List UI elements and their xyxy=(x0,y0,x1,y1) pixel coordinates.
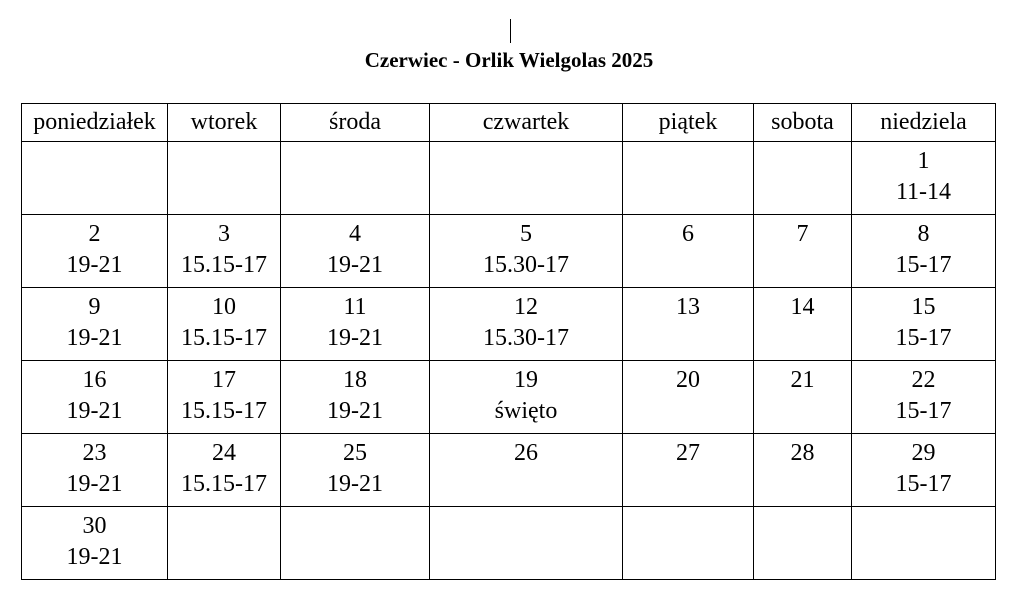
header-wednesday: środa xyxy=(281,104,430,142)
day-number: 14 xyxy=(790,294,815,320)
day-number: 18 xyxy=(343,367,367,393)
opening-hours: 15.30-17 xyxy=(483,325,569,351)
opening-hours: 15-17 xyxy=(895,398,952,424)
day-number: 6 xyxy=(682,221,694,247)
day-cell xyxy=(430,215,623,288)
day-cell xyxy=(22,361,168,434)
week-row xyxy=(22,434,996,507)
opening-hours: 19-21 xyxy=(327,325,383,351)
day-cell xyxy=(754,507,852,580)
day-number: 27 xyxy=(676,440,700,466)
day-cell xyxy=(852,142,996,215)
day-number: 30 xyxy=(82,513,107,539)
day-cell xyxy=(430,361,623,434)
opening-hours: 15-17 xyxy=(895,252,952,278)
day-cell xyxy=(754,288,852,361)
opening-hours: 11-14 xyxy=(895,179,952,205)
opening-hours: 15.30-17 xyxy=(483,252,569,278)
day-number: 29 xyxy=(911,440,936,466)
day-cell xyxy=(168,215,281,288)
opening-hours: święto xyxy=(494,398,558,424)
day-number: 24 xyxy=(212,440,236,466)
day-cell xyxy=(281,361,430,434)
day-cell xyxy=(168,361,281,434)
week-row xyxy=(22,215,996,288)
day-number: 25 xyxy=(343,440,367,466)
day-cell xyxy=(281,507,430,580)
header-sunday: niedziela xyxy=(852,104,996,142)
opening-hours: 19-21 xyxy=(66,471,123,497)
day-cell xyxy=(852,434,996,507)
day-number: 17 xyxy=(212,367,236,393)
day-number: 12 xyxy=(514,294,538,320)
day-cell xyxy=(22,288,168,361)
day-number: 15 xyxy=(911,294,936,320)
day-number: 9 xyxy=(88,294,101,320)
opening-hours: 19-21 xyxy=(66,252,123,278)
day-number: 3 xyxy=(218,221,230,247)
day-number: 16 xyxy=(82,367,107,393)
opening-hours: 19-21 xyxy=(327,471,383,497)
day-number: 7 xyxy=(796,221,809,247)
day-number: 8 xyxy=(917,221,930,247)
header-friday: piątek xyxy=(623,104,754,142)
opening-hours: 15.15-17 xyxy=(181,252,267,278)
opening-hours: 15.15-17 xyxy=(181,471,267,497)
day-cell xyxy=(430,142,623,215)
week-row xyxy=(22,142,996,215)
day-cell xyxy=(623,507,754,580)
header-monday: poniedziałek xyxy=(22,104,168,142)
day-number: 5 xyxy=(520,221,532,247)
day-cell xyxy=(852,288,996,361)
day-cell xyxy=(623,361,754,434)
day-number: 4 xyxy=(349,221,361,247)
opening-hours: 19-21 xyxy=(66,325,123,351)
week-row xyxy=(22,288,996,361)
day-cell xyxy=(281,288,430,361)
day-cell xyxy=(623,288,754,361)
day-cell xyxy=(168,434,281,507)
day-number: 22 xyxy=(911,367,936,393)
day-cell xyxy=(168,142,281,215)
day-number: 20 xyxy=(676,367,700,393)
opening-hours: 19-21 xyxy=(327,252,383,278)
day-cell xyxy=(852,507,996,580)
calendar-body xyxy=(22,142,996,580)
day-cell xyxy=(168,288,281,361)
day-cell xyxy=(852,361,996,434)
opening-hours: 19-21 xyxy=(327,398,383,424)
opening-hours: 19-21 xyxy=(66,544,123,570)
day-cell xyxy=(22,215,168,288)
header-tuesday: wtorek xyxy=(168,104,281,142)
opening-hours: 15-17 xyxy=(895,471,952,497)
opening-hours: 15-17 xyxy=(895,325,952,351)
day-number: 1 xyxy=(917,148,930,174)
day-cell xyxy=(430,507,623,580)
day-cell xyxy=(281,142,430,215)
text-cursor xyxy=(510,19,511,43)
header-saturday: sobota xyxy=(754,104,852,142)
calendar-table xyxy=(21,103,996,580)
day-cell xyxy=(754,215,852,288)
day-cell xyxy=(623,434,754,507)
day-number: 10 xyxy=(212,294,236,320)
day-number: 28 xyxy=(790,440,815,466)
day-cell xyxy=(281,434,430,507)
header-thursday: czwartek xyxy=(430,104,623,142)
day-number: 13 xyxy=(676,294,700,320)
day-cell xyxy=(22,434,168,507)
week-row xyxy=(22,507,996,580)
day-number: 19 xyxy=(514,367,538,393)
day-number: 26 xyxy=(514,440,538,466)
day-cell xyxy=(852,215,996,288)
page-title: Czerwiec - Orlik Wielgolas 2025 xyxy=(364,48,654,72)
day-cell xyxy=(22,507,168,580)
day-cell xyxy=(22,142,168,215)
opening-hours: 19-21 xyxy=(66,398,123,424)
day-number: 11 xyxy=(343,294,367,320)
day-cell xyxy=(754,142,852,215)
day-number: 2 xyxy=(88,221,101,247)
day-cell xyxy=(168,507,281,580)
day-number: 23 xyxy=(82,440,107,466)
day-cell xyxy=(623,142,754,215)
day-cell xyxy=(430,434,623,507)
day-cell xyxy=(281,215,430,288)
header-row xyxy=(22,104,996,142)
day-number: 21 xyxy=(790,367,815,393)
day-cell xyxy=(623,215,754,288)
opening-hours: 15.15-17 xyxy=(181,398,267,424)
day-cell xyxy=(430,288,623,361)
day-cell xyxy=(754,361,852,434)
opening-hours: 15.15-17 xyxy=(181,325,267,351)
calendar-header xyxy=(22,104,996,142)
week-row xyxy=(22,361,996,434)
day-cell xyxy=(754,434,852,507)
